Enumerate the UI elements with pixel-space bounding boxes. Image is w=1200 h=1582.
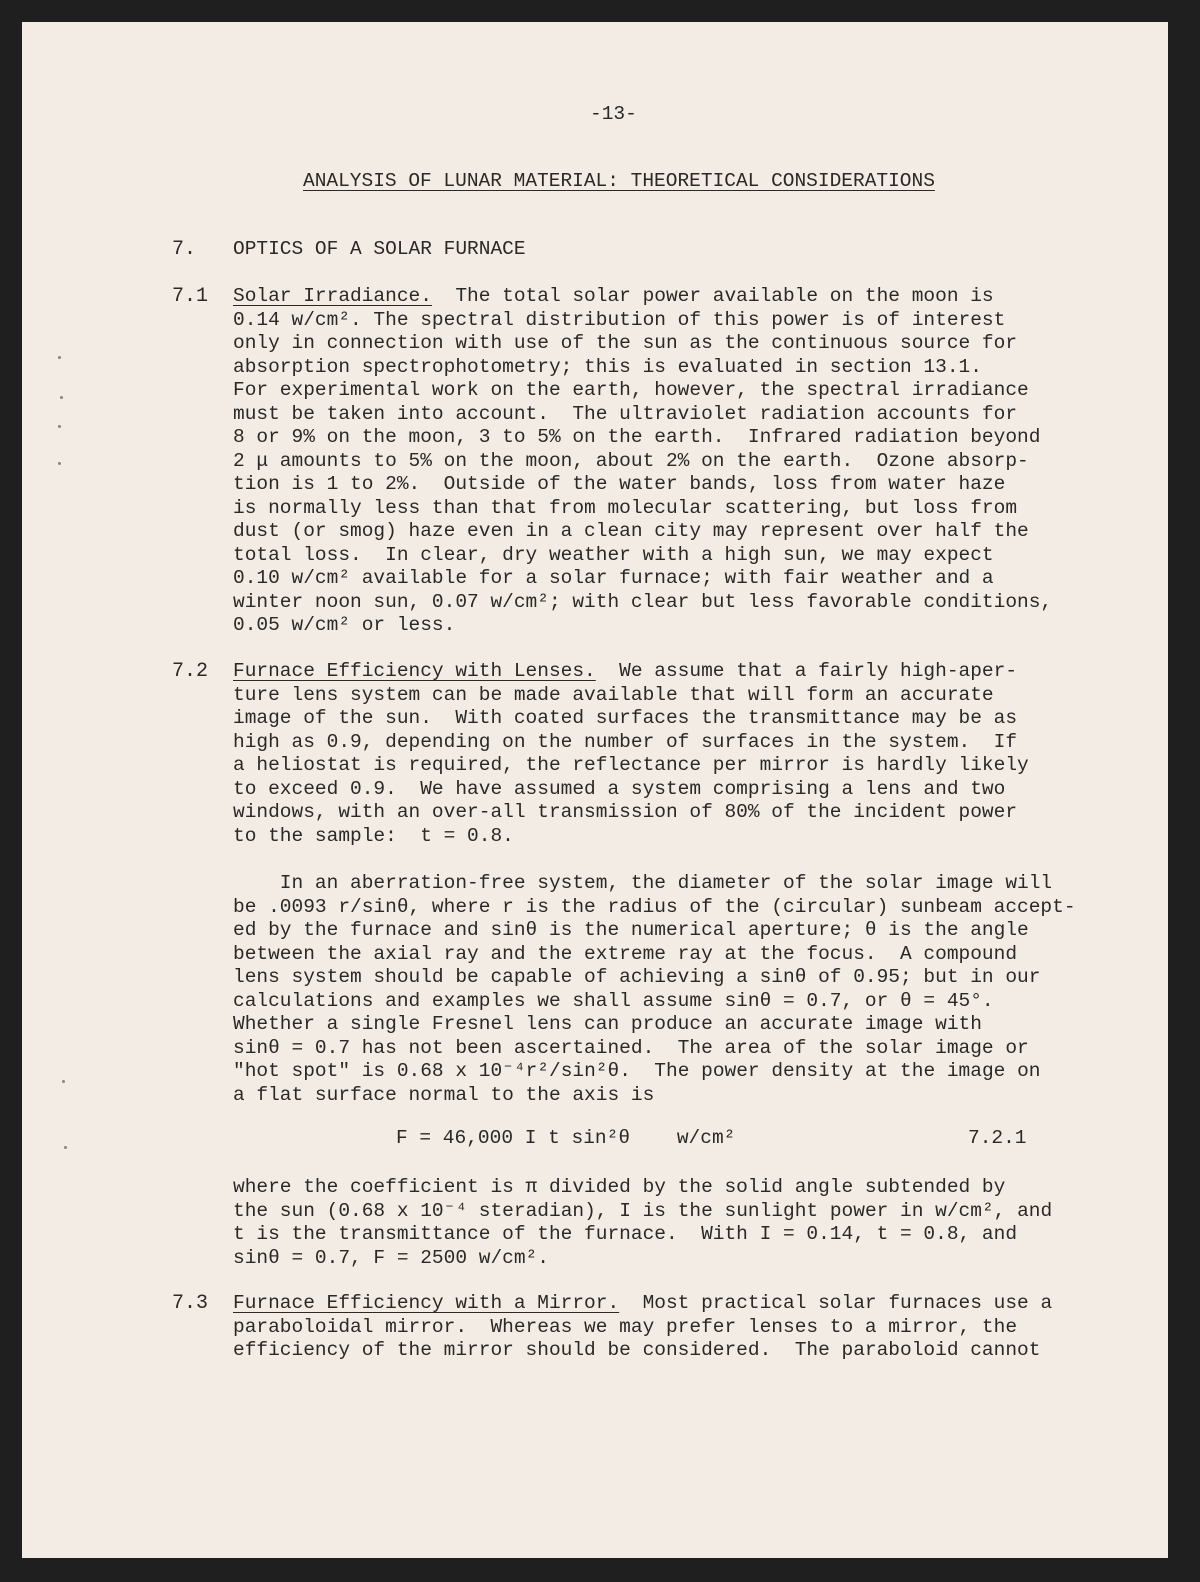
paragraph-line: t is the transmittance of the furnace. With I = 0.14, t = 0.8, and [233,1223,1018,1245]
equation: F = 46,000 I t sin²θ w/cm² [396,1127,736,1149]
paragraph-line: lens system should be capable of achieving a sinθ of 0.95; but in our [233,966,1041,988]
paragraph-furnace-lenses [233,660,1029,848]
margin-speck [62,1080,65,1083]
paragraph-line: winter noon sun, 0.07 w/cm²; with clear but less favorable conditions, [233,590,1053,613]
paragraph-line: calculations and examples we shall assume sinθ = 0.7, or θ = 45°. [233,989,994,1012]
paragraph-line: sinθ = 0.7 has not been ascertained. The area of the solar image or [233,1036,1029,1059]
paragraph-first-line [233,660,1029,684]
paragraph-line: dust (or smog) haze even in a clean city may represent over half the [233,520,1029,542]
paragraph-line: only in connection with use of the sun as the continuous source for [233,332,1018,354]
paragraph-aberration [233,872,1076,1107]
paragraph-text: The total solar power available on the moon is [431,285,994,307]
paragraph-first-line [233,1292,1052,1316]
paragraph-line: the sun (0.68 x 10⁻⁴ steradian), I is the sunlight power in w/cm², and [233,1199,1053,1222]
margin-speck [58,425,61,428]
paragraph-line: must be taken into account. The ultraviolet radiation accounts for [233,402,1018,425]
subsection-title: Solar Irradiance. [233,285,432,307]
paragraph-line: to the sample: t = 0.8. [233,824,514,847]
paragraph-line: 0.14 w/cm². The spectral distribution of this power is of interest [233,308,1006,331]
paragraph-line: In an aberration-free system, the diameter of the solar image will [233,872,1053,894]
paragraph-line: paraboloidal mirror. Whereas we may prefer lenses to a mirror, the [233,1315,1018,1338]
equation-number: 7.2.1 [968,1127,1027,1149]
paragraph-line: absorption spectrophotometry; this is evaluated in section 13.1. [233,355,982,378]
paragraph-line: 0.05 w/cm² or less. [233,614,456,636]
paragraph-line: 2 μ amounts to 5% on the moon, about 2% on the earth. Ozone absorp- [233,449,1029,472]
margin-speck [58,462,61,465]
page-header: ANALYSIS OF LUNAR MATERIAL: THEORETICAL CONSIDERATIONS [303,170,935,192]
paragraph-line: 0.10 w/cm² available for a solar furnace; with fair weather and a [233,567,994,589]
paragraph-line: windows, with an over-all transmission of 80% of the incident power [233,801,1018,823]
paragraph-furnace-mirror [233,1292,1052,1363]
subsection-number: 7.2 [172,660,209,683]
paragraph-line: high as 0.9, depending on the number of surfaces in the system. If [233,730,1018,753]
subsection-number: 7.3 [172,1292,209,1315]
paragraph-line: Whether a single Fresnel lens can produce an accurate image with [233,1013,982,1035]
subsection-title: Furnace Efficiency with Lenses. [233,660,596,682]
paragraph-line: tion is 1 to 2%. Outside of the water bands, loss from water haze [233,473,1006,495]
margin-speck [64,1146,67,1149]
page-number: -13- [590,103,637,125]
paragraph-line: be .0093 r/sinθ, where r is the radius of the (circular) sunbeam accept- [233,895,1076,918]
paragraph-coefficient [233,1176,1052,1270]
paragraph-solar-irradiance [233,285,1052,638]
paragraph-line: between the axial ray and the extreme ray at the focus. A compound [233,942,1018,965]
paragraph-line: ture lens system can be made available that will form an accurate [233,683,994,706]
paragraph-line: image of the sun. With coated surfaces the transmittance may be as [233,707,1018,729]
paragraph-line: 8 or 9% on the moon, 3 to 5% on the earth. Infrared radiation beyond [233,426,1041,448]
section-number: 7. [172,238,197,261]
margin-speck [58,356,61,359]
paragraph-text: We assume that a fairly high-aper- [595,660,1018,682]
paragraph-line: efficiency of the mirror should be considered. The paraboloid cannot [233,1339,1041,1361]
subsection-number: 7.1 [172,285,209,308]
margin-speck [60,396,63,399]
paragraph-line: For experimental work on the earth, however, the spectral irradiance [233,379,1029,401]
paragraph-text: Most practical solar furnaces use a [619,1292,1053,1314]
paragraph-line: a heliostat is required, the reflectance per mirror is hardly likely [233,754,1029,776]
paragraph-line: where the coefficient is π divided by the solid angle subtended by [233,1176,1006,1198]
paragraph-line: is normally less than that from molecular scattering, but loss from [233,496,1018,519]
paragraph-line: sinθ = 0.7, F = 2500 w/cm². [233,1246,549,1269]
paragraph-line: "hot spot" is 0.68 x 10⁻⁴r²/sin²θ. The power density at the image on [233,1060,1041,1082]
section-title: OPTICS OF A SOLAR FURNACE [233,238,526,260]
paragraph-first-line [233,285,1052,309]
paragraph-line: to exceed 0.9. We have assumed a system comprising a lens and two [233,777,1006,800]
paragraph-line: total loss. In clear, dry weather with a high sun, we may expect [233,543,994,566]
paragraph-line: ed by the furnace and sinθ is the numerical aperture; θ is the angle [233,919,1029,941]
paragraph-line: a flat surface normal to the axis is [233,1083,655,1106]
subsection-title: Furnace Efficiency with a Mirror. [233,1292,620,1314]
